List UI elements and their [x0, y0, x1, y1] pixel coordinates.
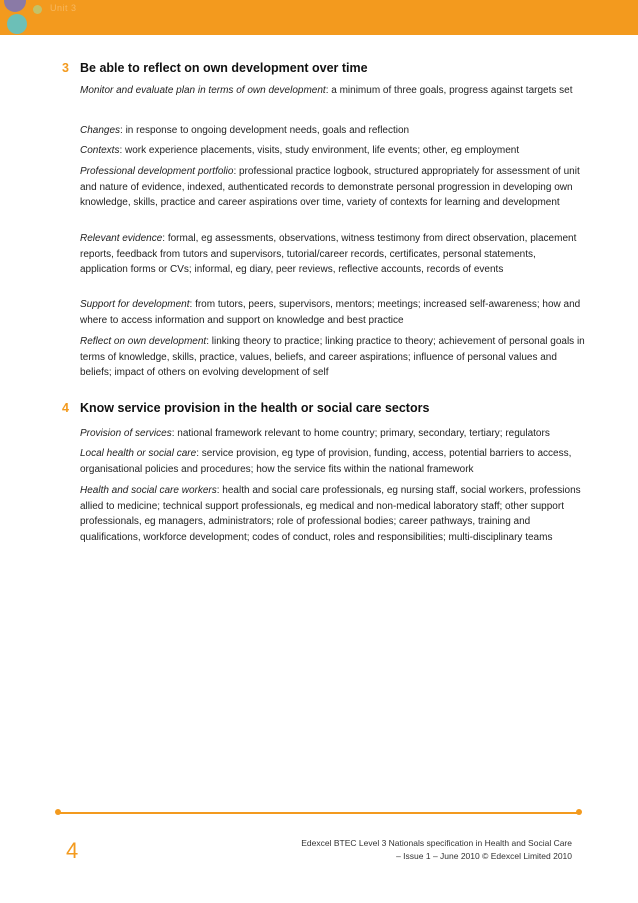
footer-rule [58, 812, 578, 814]
footer-line-1: Edexcel BTEC Level 3 Nationals specification in Health and Social Care [301, 838, 572, 848]
content-paragraph: Monitor and evaluate plan in terms of own development: a minimum of three goals, progress against targets set [80, 85, 573, 96]
section-title: Be able to reflect on own development over time [80, 61, 368, 75]
content-paragraph: Provision of services: national framework relevant to home country; primary, secondary, tertiary; regulators [80, 428, 550, 439]
page-number: 4 [66, 838, 79, 863]
section-number: 4 [62, 401, 69, 415]
content-paragraph: Changes: in response to ongoing development needs, goals and reflection [80, 125, 410, 136]
section-title: Know service provision in the health or social care sectors [80, 401, 430, 415]
section-number: 3 [62, 61, 69, 75]
content-paragraph: Local health or social care: service provision, eg type of provision, funding, access, potential barriers to access, organisational policies and procedures; how the service fits within the national framework [80, 448, 572, 475]
footer-line-2: – Issue 1 – June 2010 © Edexcel Limited 2010 [396, 851, 572, 861]
content-paragraph: Professional development portfolio: professional practice logbook, structured appropriately for assessment of unit and nature of evidence, indexed, authenticated records to demonstrate personal progression in developing own knowledge, skills, practice and career aspirations over time, variety of contexts for learning and development [80, 166, 580, 208]
header-faint-label: Unit 3 [50, 3, 77, 13]
decorative-circle-green [33, 5, 42, 14]
footer-dot-right [576, 809, 582, 815]
header-bar [0, 0, 638, 35]
footer-citation [272, 837, 572, 863]
content-paragraph: Support for development: from tutors, peers, supervisors, mentors; meetings; increased self-awareness; how and where to access information and support on knowledge and best practice [80, 299, 581, 326]
content-paragraph: Health and social care workers: health and social care professionals, eg nursing staff, social workers, professions allied to medicine; technical support professionals, eg medical and non-medical laboratory staff; other support professionals, eg managers, administrators; role of professional bodies; career pathways, training and qualifications, workforce development; codes of conduct, roles and responsibilities; multi-disciplinary teams [80, 485, 581, 543]
content-paragraph: Relevant evidence: formal, eg assessments, observations, witness testimony from direct observation, placement reports, feedback from tutors and supervisors, tutorial/career records, certificates, personal statements, application forms or CVs; informal, eg diary, peer reviews, reflective accounts, records of events [80, 233, 577, 275]
content-paragraph: Contexts: work experience placements, visits, study environment, life events; other, eg employment [80, 145, 520, 156]
decorative-circle-teal [7, 14, 27, 34]
content-paragraph: Reflect on own development: linking theory to practice; linking practice to theory; achievement of personal goals in terms of knowledge, skills, practice, values, beliefs, and career aspirations; influence of personal values and beliefs; impact of others on evolving development of self [80, 336, 585, 378]
